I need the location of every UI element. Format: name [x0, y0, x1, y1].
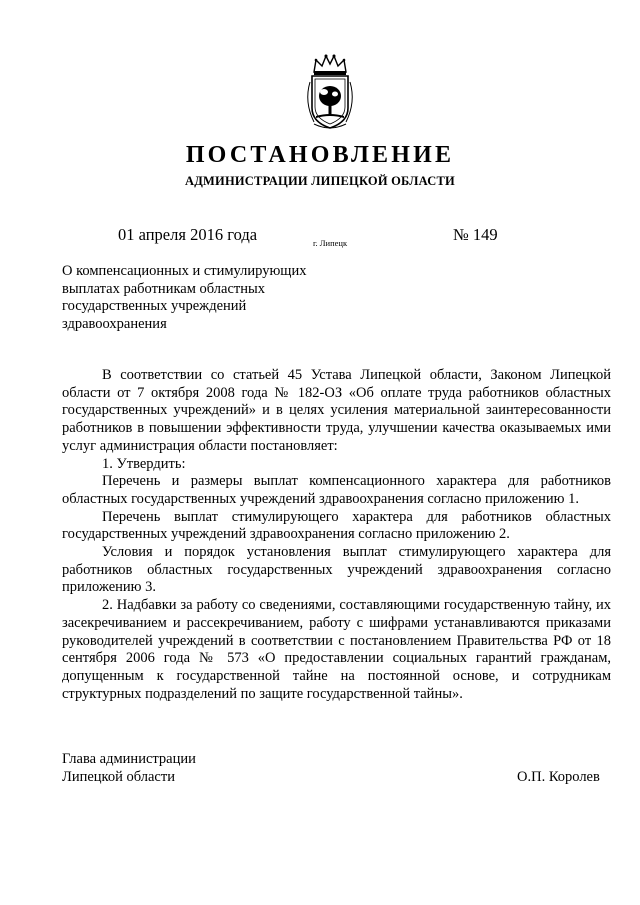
subject-line: государственных учреждений [62, 298, 247, 314]
body-paragraph: В соответствии со статьей 45 Устава Липецкой области, Законом Липецкой области от 7 октября 2008 года № 182-ОЗ «Об оплате труда работников областных государственных учреждений» и в целях усиления материальной заинтересованности работников в повышении эффективности труда, улучшении качества оказываемых ими услуг администрация области постановляет: [62, 367, 611, 454]
signatory-position-line: Глава администрации [62, 751, 196, 767]
signatory-name: О.П. Королев [517, 769, 600, 785]
subject-line: выплатах работникам областных [62, 280, 265, 297]
document-body [62, 367, 611, 703]
body-paragraph: Перечень выплат стимулирующего характера для работников областных государственных учреждений здравоохранения согласно приложению 2. [62, 508, 611, 543]
document-city: г. Липецк [313, 238, 348, 248]
subject-line: здравоохранения [62, 315, 167, 332]
body-paragraph: Условия и порядок установления выплат стимулирующего характера для работников областных государственных учреждений здравоохранения согласно приложению 3. [62, 544, 611, 596]
signatory-position [62, 751, 196, 786]
document-date: 01 апреля 2016 года [118, 225, 258, 244]
document-subject [62, 263, 362, 333]
document-subtitle: АДМИНИСТРАЦИИ ЛИПЕЦКОЙ ОБЛАСТИ [185, 174, 455, 188]
body-paragraph: Перечень и размеры выплат компенсационного характера для работников областных государственных учреждений здравоохранения согласно приложению 1. [62, 473, 611, 507]
body-paragraph: 1. Утвердить: [102, 455, 186, 472]
subject-line: О компенсационных и стимулирующих [62, 263, 307, 279]
document-title: ПОСТАНОВЛЕНИЕ [185, 142, 455, 168]
signatory-position-line: Липецкой области [62, 768, 175, 785]
body-paragraph: 2. Надбавки за работу со сведениями, составляющими государственную тайну, их засекречиванием и рассекречиванием, работу с шифрами устанавливаются приказами руководителей учреждений в соответствии с постановлением Правительства РФ от 18 сентября 2006 года № 573 «О предоставлении социальных гарантий гражданам, допущенным к государственной тайне на постоянной основе, и сотрудникам структурных подразделений по защите государственной тайны». [62, 597, 611, 702]
document-number: № 149 [453, 225, 498, 244]
coat-of-arms-icon [302, 52, 358, 132]
